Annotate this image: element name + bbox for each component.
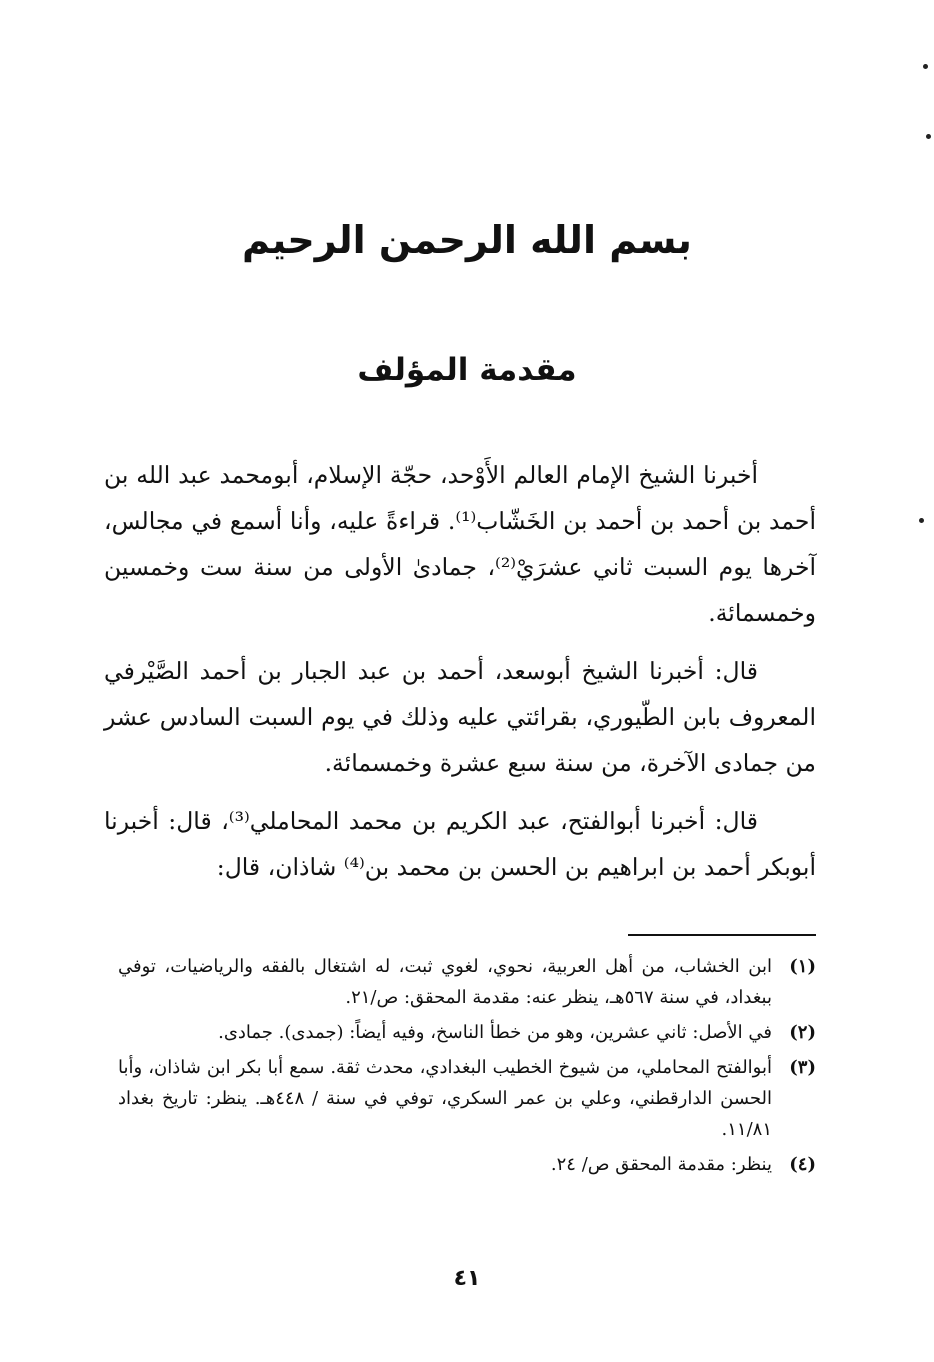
- footnote-item: [118, 951, 816, 1013]
- footnote-text: في الأصل: ثاني عشرين، وهو من خطأ الناسخ، وفيه أيضاً: (جمدى). جمادى.: [218, 1022, 772, 1043]
- section-title: مقدمة المؤلف: [357, 352, 577, 388]
- paragraph: أخبرنا الشيخ الإمام العالم الأَوْحد، حجّة الإسلام، أبومحمد عبد الله بن أحمد بن أحمد بن أحمد بن الخَشّاب⁽¹⁾. قراءةً عليه، وأنا أسمع في مجالس، آخرها يوم السبت ثاني عشرَيْ⁽²⁾، جمادىٰ الأولى من سنة ست وخمسين وخمسمائة.: [104, 461, 817, 627]
- footnotes: [118, 951, 816, 1184]
- scan-speck: [926, 134, 931, 139]
- scan-speck: [919, 518, 924, 523]
- main-text: [104, 452, 816, 902]
- footnote-item: [118, 1149, 816, 1180]
- footnote-number: (٣): [789, 1057, 816, 1078]
- page-number: ٤١: [453, 1266, 481, 1291]
- paragraph: قال: أخبرنا أبوالفتح، عبد الكريم بن محمد المحاملي⁽³⁾، قال: أخبرنا أبوبكر أحمد بن ابراهيم بن الحسن بن محمد بن⁽⁴⁾ شاذان، قال:: [104, 807, 816, 881]
- footnote-item: [118, 1052, 816, 1145]
- footnote-text: ابن الخشاب، من أهل العربية، نحوي، لغوي ثبت، له اشتغال بالفقه والرياضيات، توفي ببغداد، في سنة ٥٦٧هـ، ينظر عنه: مقدمة المحقق: ص/٢١.: [118, 956, 772, 1008]
- footnote-number: (١): [789, 956, 816, 977]
- footnote-item: [118, 1017, 816, 1048]
- scan-speck: [923, 64, 928, 69]
- footnote-separator: [628, 934, 816, 936]
- footnote-number: (٤): [789, 1154, 816, 1175]
- footnote-number: (٢): [789, 1022, 816, 1043]
- paragraph: قال: أخبرنا الشيخ أبوسعد، أحمد بن عبد الجبار بن أحمد الصَّيْرفي المعروف بابن الطّيوري، بقرائتي عليه وذلك في يوم السبت السادس عشر من جمادى الآخرة، من سنة سبع عشرة وخمسمائة.: [104, 657, 816, 777]
- footnote-text: ينظر: مقدمة المحقق ص/ ٢٤.: [550, 1154, 772, 1175]
- basmala-heading: بسم الله الرحمن الرحيم: [242, 218, 692, 262]
- footnote-text: أبوالفتح المحاملي، من شيوخ الخطيب البغدادي، محدث ثقة. سمع أبا بكر ابن شاذان، وأبا الحسن الدارقطني، وعلي بن عمر السكري، توفي في سنة / ٤٤٨هـ. ينظر: تاريخ بغداد ١١/٨١.: [118, 1057, 772, 1140]
